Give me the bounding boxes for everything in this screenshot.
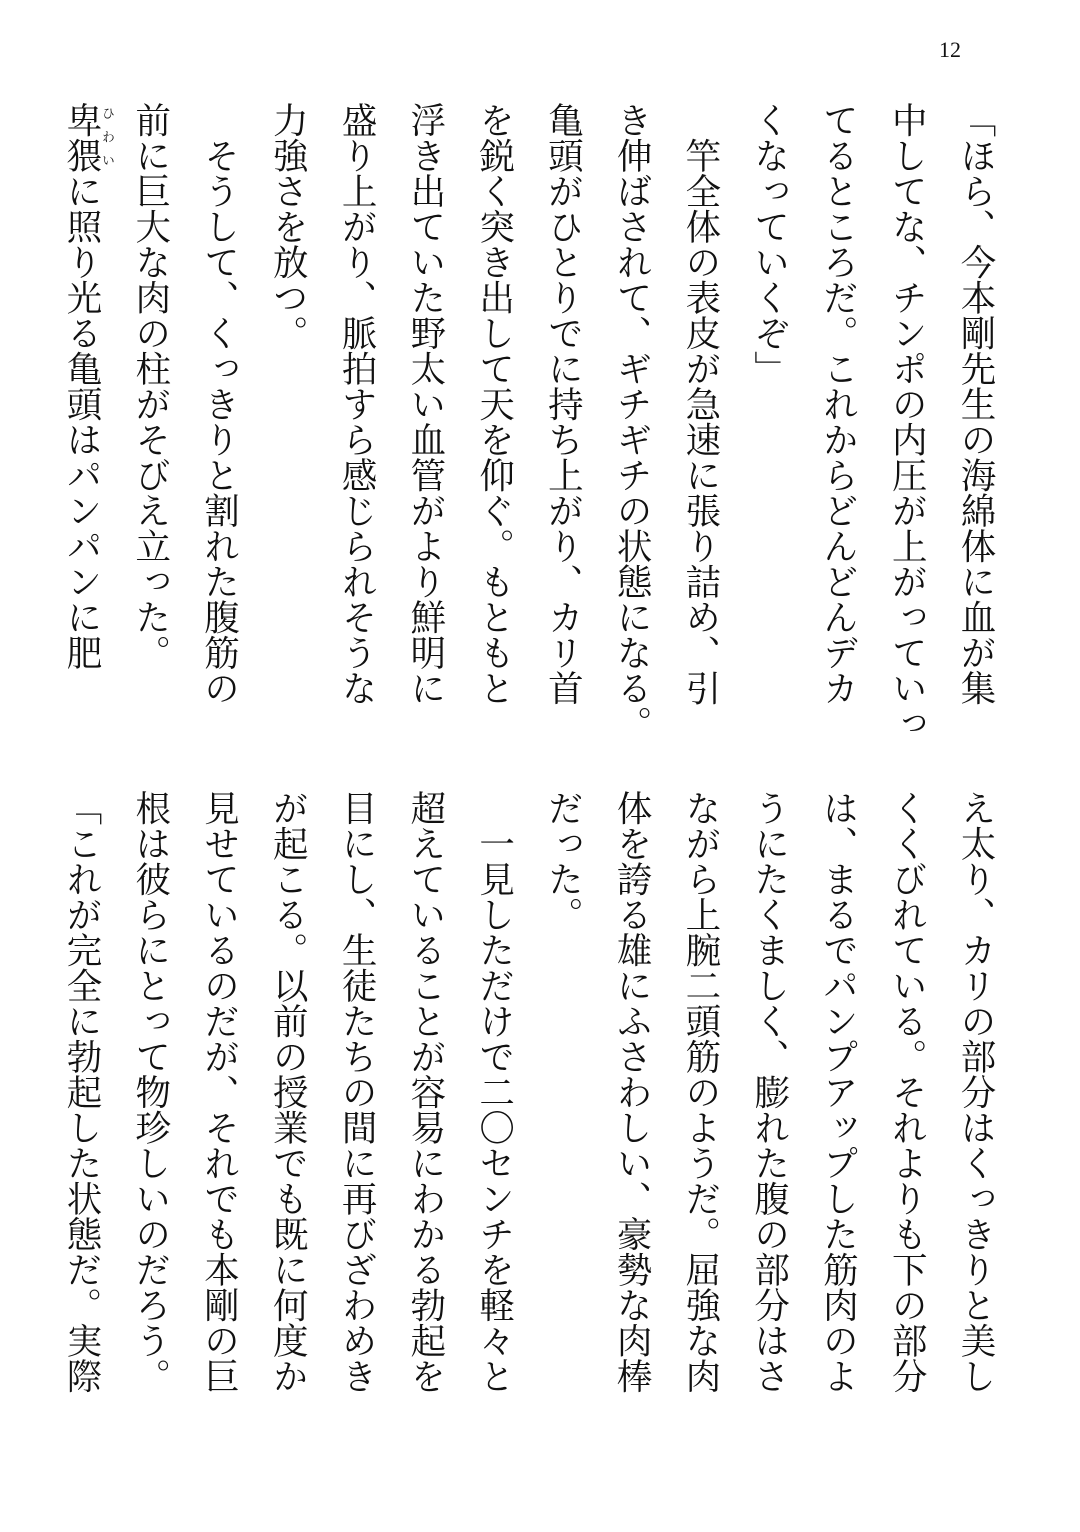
ruby-reading: ひわい [99,102,114,173]
text-line: 浮き出ていた野太い血管がより鮮明に [404,102,446,706]
text-line: だった。 [542,790,584,932]
text-line: き伸ばされて、ギチギチの状態になる。 [611,102,653,741]
text-line: うにたくましく、膨れた腹の部分はさ [748,790,790,1394]
text-line: くくびれている。それよりも下の部分 [886,790,928,1394]
text-line: 根は彼らにとって物珍しいのだろう。 [129,790,171,1394]
text-line: 盛り上がり、脈拍すら感じられそうな [336,102,378,706]
text-line: 「これが完全に勃起した状態だ。実際 [61,790,102,1394]
text-line: ながら上腕二頭筋のようだ。屈強な肉 [679,790,721,1394]
text-line: 一見しただけで二〇センチを軽々と [473,790,515,1394]
text-line: は、まるでパンプアップした筋肉のよ [817,790,859,1394]
text-line: そうして、くっきりと割れた腹筋の [198,102,240,706]
text-line: 目にし、生徒たちの間に再びざわめき [336,790,378,1394]
text-line: 超えていることが容易にわかる勃起を [404,790,446,1394]
text-line: 前に巨大な肉の柱がそびえ立った。 [129,102,171,670]
text-line: 中してな、チンポの内圧が上がっていっ [886,102,928,741]
text-line-with-ruby [48,102,114,742]
text-line: 見せているのだが、それでも本剛の巨 [198,790,240,1394]
ruby-base: 卑猥 [61,102,102,173]
text-line: くなっていくぞ」 [748,102,790,386]
text-block-top [48,102,1008,742]
text-line: 「ほら、今本剛先生の海綿体に血が集 [954,102,996,706]
text-block-bottom [48,790,1008,1470]
text-line: てるところだ。これからどんどんデカ [817,102,859,706]
text-line: を鋭く突き出して天を仰ぐ。もともと [473,102,515,706]
page-number: 12 [939,37,961,62]
text-line: が起こる。以前の授業でも既に何度か [267,790,309,1394]
text-line: 力強さを放つ。 [267,102,309,351]
ruby-annotated-word [61,102,114,173]
text-line: 亀頭がひとりでに持ち上がり、カリ首 [542,102,584,706]
ruby-line-rest: に照り光る亀頭はパンパンに肥 [61,173,102,670]
text-line: え太り、カリの部分はくっきりと美し [954,790,996,1394]
text-line: 体を誇る雄にふさわしい、豪勢な肉棒 [611,790,653,1394]
text-line: 竿全体の表皮が急速に張り詰め、引 [679,102,721,706]
